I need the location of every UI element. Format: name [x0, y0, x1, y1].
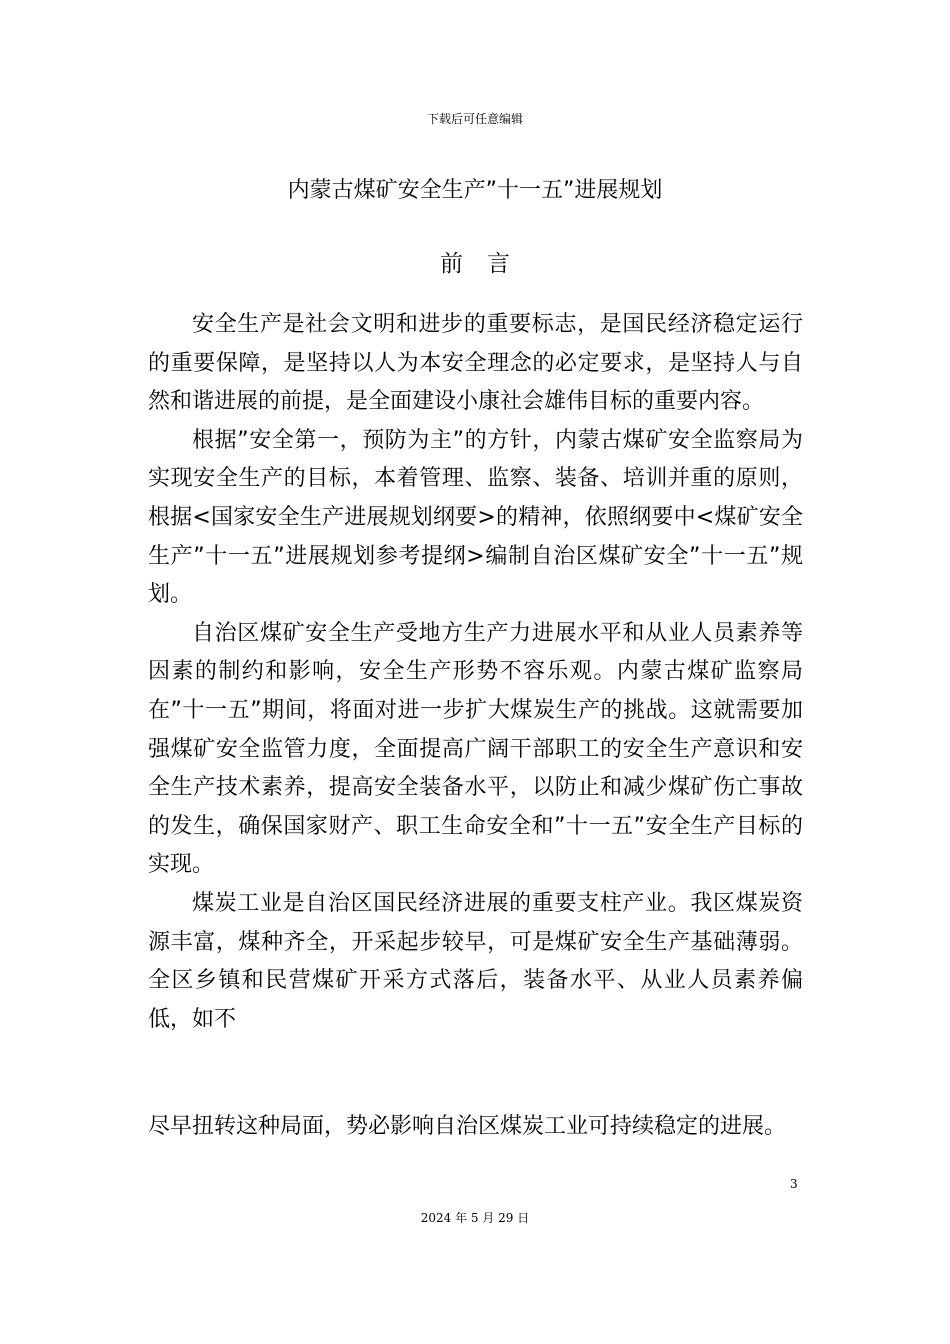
- footer-date: 2024 年 5 月 29 日: [420, 1211, 530, 1225]
- document-title: 内蒙古煤矿安全生产”十一五”进展规划: [287, 178, 663, 203]
- header-note: 下载后可任意编辑: [426, 112, 523, 126]
- page-number: 3: [790, 1177, 798, 1191]
- body-text: [148, 306, 803, 1039]
- preface-heading: 前言: [440, 251, 534, 277]
- paragraph: 安全生产是社会文明和进步的重要标志，是国民经济稳定运行的重要保障，是坚持以人为本安全理念的必定要求，是坚持人与自然和谐进展的前提，是全面建设小康社会雄伟目标的重要内容。: [148, 312, 803, 415]
- paragraph: 煤炭工业是自治区国民经济进展的重要支柱产业。我区煤炭资源丰富，煤种齐全，开采起步较早，可是煤矿安全生产基础薄弱。全区乡镇和民营煤矿开采方式落后，装备水平、从业人员素养偏低，如不: [148, 890, 803, 1032]
- continuation-paragraph: 尽早扭转这种局面，势必影响自治区煤炭工业可持续稳定的进展。: [148, 1114, 787, 1139]
- paragraph: 自治区煤矿安全生产受地方生产力进展水平和从业人员素养等因素的制约和影响，安全生产形势不容乐观。内蒙古煤矿监察局在”十一五”期间，将面对进一步扩大煤炭生产的挑战。这就需要加强煤矿安全监管力度，全面提高广阔干部职工的安全生产意识和安全生产技术素养，提高安全装备水平，以防止和减少煤矿伤亡事故的发生，确保国家财产、职工生命安全和”十一五”安全生产目标的实现。: [148, 620, 803, 878]
- paragraph: 根据”安全第一，预防为主”的方针，内蒙古煤矿安全监察局为实现安全生产的目标，本着管理、监察、装备、培训并重的原则，根据<国家安全生产进展规划纲要>的精神，依照纲要中<煤矿安全生产”十一五”进展规划参考提纲>编制自治区煤矿安全”十一五”规划。: [148, 427, 803, 608]
